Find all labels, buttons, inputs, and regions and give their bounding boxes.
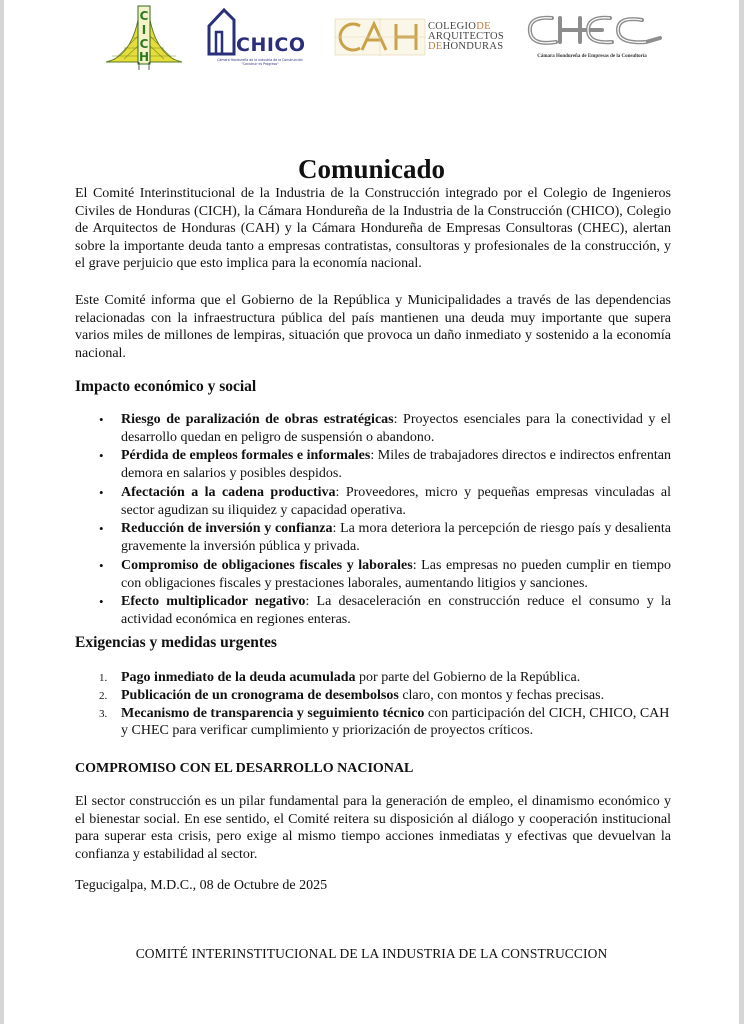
item-text: : La mora deteriora la percepción de riesgo país y desalienta gravemente la inversión pública y privada. [121,521,672,555]
bullet-icon: • [99,484,104,500]
list-item [97,687,677,705]
commitment-paragraph: El sector construcción es un pilar fundamental para la generación de empleo, el dinamismo económico y el bienestar social. En ese sentido, el Comité reitera su disposición al diálogo y cooperación institucional para superar esta crisis, pero exige al mismo tiempo acciones inmediatas y efectivas que devuelvan la confianza y estabilidad al sector. [75,794,671,862]
item-number: 1. [99,672,108,684]
bullet-icon: • [99,557,104,573]
item-title: Compromiso de obligaciones fiscales y laborales [121,557,413,573]
bullet-icon: • [99,448,104,464]
intro-paragraph: El Comité Interinstitucional de la Industria de la Construcción integrado por el Colegio de Ingenieros Civiles de Honduras (CICH), la Cámara Hondureña de la Industria de la Construcción (CHICO), Colegio de Arquitectos de Honduras (CAH) y la Cámara Hondureña de Empresas Consultoras (CHEC), alertan sobre la importante deuda tanto a empresas contratistas, consultoras y profesionales de la construcción, y el grave perjuicio que esto implica para la economía nacional. [75,186,671,272]
impact-heading: Impacto económico y social [75,378,257,395]
list-item [97,484,671,519]
item-text: : Las empresas no pueden cumplir en tiempo con obligaciones fiscales y prestaciones laborales, aumentando litigios y sanciones. [121,557,672,591]
cich-logo [104,4,184,70]
bullet-icon: • [99,412,104,427]
chico-logo [204,6,316,68]
item-text: con participación del CICH, CHICO, CAH y CHEC para verificar cumplimiento y priorización de proyectos críticos. [121,705,670,739]
list-item [97,557,671,592]
list-item [97,593,671,628]
svg-text:C: C [139,37,149,51]
logo-header [4,0,739,76]
chec-mark-icon [522,12,662,52]
chico-building-icon [206,8,236,56]
item-title: Efecto multiplicador negativo [121,594,306,610]
item-text: : Proyectos esenciales para la conectividad y el desarrollo quedan en peligro de suspensión o abandono. [121,412,671,445]
item-text: : Proveedores, micro y pequeñas empresas vinculadas al sector agudizan su iliquidez y capacidad operativa. [121,484,671,518]
item-title: Mecanismo de transparencia y seguimiento técnico [121,705,425,721]
svg-text:I: I [141,23,147,37]
chec-logo [522,12,662,64]
bullet-icon: • [99,521,104,537]
chico-wordmark: CHICO [236,34,306,56]
item-title: Pago inmediato de la deuda acumulada [121,670,356,685]
cah-wordmark: COLEGIODE ARQUITECTOS DEHONDURAS [428,21,505,52]
date-line: Tegucigalpa, M.D.C., 08 de Octubre de 2025 [75,878,328,893]
svg-text:H: H [138,50,150,64]
item-title: Reducción de inversión y confianza [121,521,333,537]
item-title: Afectación a la cadena productiva [121,484,336,500]
document-page [4,0,739,1024]
impact-list [97,411,671,630]
item-text: : La desaceleración en construcción reduce el consumo y la actividad económica en regiones enteras. [121,594,671,628]
debt-paragraph: Este Comité informa que el Gobierno de la República y Municipalidades a través de las dependencias relacionadas con la infraestructura pública del país mantienen una deuda muy importante que supera varios miles de millones de lempiras, situación que provoca un daño inmediato y sostenido a la economía nacional. [75,293,671,361]
cah-mark-icon [334,18,426,56]
item-title: Pérdida de empleos formales e informales [121,448,371,464]
svg-text:C: C [139,9,149,23]
item-title: Publicación de un cronograma de desembolsos [121,687,399,703]
item-text: : Miles de trabajadores directos e indirectos enfrentan demora en salarios y posibles despidos. [121,448,671,482]
commitment-heading: COMPROMISO CON EL DESARROLLO NACIONAL [75,761,414,776]
list-item [97,520,671,555]
list-item [97,705,677,741]
demands-heading: Exigencias y medidas urgentes [75,634,277,651]
item-number: 3. [99,707,108,720]
list-item [97,447,671,482]
bullet-icon: • [99,594,104,610]
page-title: Comunicado [297,154,446,185]
item-title: Riesgo de paralización de obras estratégicas [121,412,394,427]
list-item [97,669,677,687]
page-edge-right [739,0,744,1024]
cah-logo [334,18,524,58]
item-text: por parte del Gobierno de la República. [355,670,581,685]
item-text: claro, con montos y fechas precisas. [398,687,605,703]
item-number: 2. [99,689,108,702]
list-item [97,411,671,446]
chec-subtitle: Cámara Hondureña de Empresas de la Consultoría [537,54,647,59]
signature-line: COMITÉ INTERINSTITUCIONAL DE LA INDUSTRIA DE LA CONSTRUCCION [135,946,608,961]
chico-subtitle: Cámara Hondureña de la Industria de la Construcción "Construir es Progreso" [217,58,303,66]
demands-list [97,669,677,740]
